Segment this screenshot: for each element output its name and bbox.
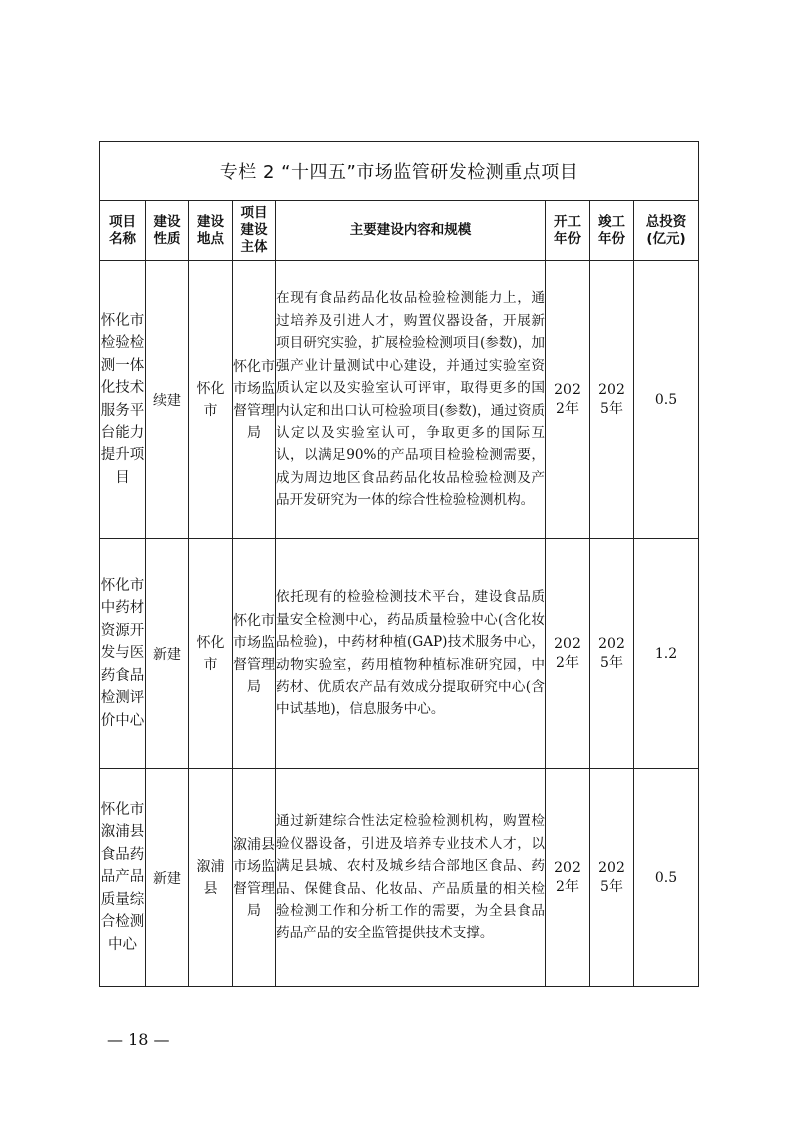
project-content: 在现有食品药品化妆品检验检测能力上，通过培养及引进人才，购置仪器设备，开展新项目研究实验，扩展检验检测项目(参数)，加强产业计量测试中心建设，并通过实验室资质认定以及实验室认可评审，取得更多的国内认定和出口认可检验项目(参数)，通过资质认定以及实验室认可，争取更多的国际互认，以满足90%的产品项目检验检测需要，成为周边地区食品药品化妆品检验检测及产品开发研究为一体的综合性检验检测机构。 <box>276 261 546 539</box>
project-owner: 怀化市市场监督管理局 <box>233 539 276 769</box>
project-investment: 0.5 <box>634 769 699 987</box>
table-title: 专栏 2 “十四五”市场监管研发检测重点项目 <box>100 142 699 201</box>
project-owner: 溆浦县市场监督管理局 <box>233 769 276 987</box>
header-owner: 项目建设主体 <box>233 201 276 261</box>
project-end-year: 2025年 <box>590 769 634 987</box>
header-row <box>100 201 699 261</box>
project-location: 怀化市 <box>189 539 233 769</box>
header-nature: 建设性质 <box>146 201 189 261</box>
table-row <box>100 539 699 769</box>
project-table <box>99 141 699 987</box>
project-start-year: 2022年 <box>546 539 590 769</box>
project-nature: 新建 <box>146 769 189 987</box>
project-name: 怀化市溆浦县食品药品产品质量综合检测中心 <box>100 769 146 987</box>
header-location: 建设地点 <box>189 201 233 261</box>
project-nature: 续建 <box>146 261 189 539</box>
project-end-year: 2025年 <box>590 539 634 769</box>
project-start-year: 2022年 <box>546 261 590 539</box>
project-investment: 1.2 <box>634 539 699 769</box>
table-row <box>100 769 699 987</box>
project-owner: 怀化市市场监督管理局 <box>233 261 276 539</box>
header-name: 项目名称 <box>100 201 146 261</box>
project-nature: 新建 <box>146 539 189 769</box>
header-content: 主要建设内容和规模 <box>276 201 546 261</box>
project-name: 怀化市检验检测一体化技术服务平台能力提升项目 <box>100 261 146 539</box>
project-investment: 0.5 <box>634 261 699 539</box>
header-start: 开工年份 <box>546 201 590 261</box>
project-location: 溆浦县 <box>189 769 233 987</box>
project-start-year: 2022年 <box>546 769 590 987</box>
project-end-year: 2025年 <box>590 261 634 539</box>
project-content: 依托现有的检验检测技术平台，建设食品质量安全检测中心，药品质量检验中心(含化妆品检验)，中药材种植(GAP)技术服务中心，动物实验室，药用植物种植标准研究园，中药材、优质农产品有效成分提取研究中心(含中试基地)，信息服务中心。 <box>276 539 546 769</box>
project-location: 怀化市 <box>189 261 233 539</box>
project-name: 怀化市中药材资源开发与医药食品检测评价中心 <box>100 539 146 769</box>
table-row <box>100 261 699 539</box>
header-investment: 总投资(亿元) <box>634 201 699 261</box>
project-content: 通过新建综合性法定检验检测机构，购置检验仪器设备，引进及培养专业技术人才，以满足县城、农村及城乡结合部地区食品、药品、保健食品、化妆品、产品质量的相关检验检测工作和分析工作的需要，为全县食品药品产品的安全监管提供技术支撑。 <box>276 769 546 987</box>
page-number: — 18 — <box>107 1030 170 1049</box>
header-end: 竣工年份 <box>590 201 634 261</box>
